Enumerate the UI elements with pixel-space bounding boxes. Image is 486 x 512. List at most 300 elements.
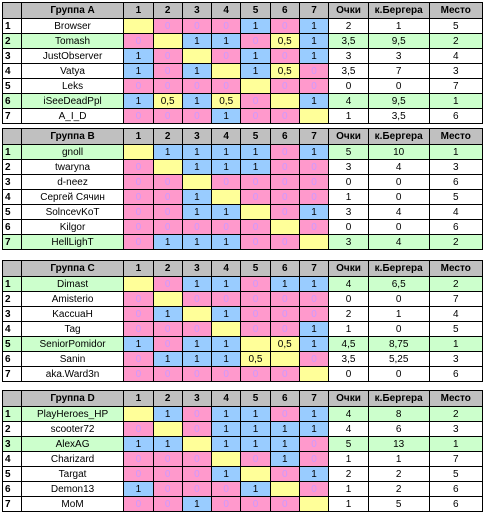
result-cell	[182, 307, 211, 322]
col-header: 5	[241, 129, 270, 145]
col-header: 1	[124, 3, 153, 19]
result-cell: 0	[241, 322, 270, 337]
berger-header: к.Бергера	[368, 3, 429, 19]
player-row	[3, 292, 483, 307]
player-row	[3, 352, 483, 367]
result-cell: 0	[124, 235, 153, 250]
result-cell	[153, 292, 182, 307]
points-header: Очки	[329, 391, 369, 407]
result-cell: 0	[124, 175, 153, 190]
place-value: 5	[429, 190, 482, 205]
result-cell: 0	[124, 307, 153, 322]
player-name: Leks	[21, 79, 123, 94]
result-cell: 1	[182, 64, 211, 79]
seed-number: 7	[3, 235, 22, 250]
points-value: 0	[329, 175, 369, 190]
place-value: 5	[429, 322, 482, 337]
points-value: 4	[329, 277, 369, 292]
player-name: twaryna	[21, 160, 123, 175]
seed-number: 3	[3, 175, 22, 190]
group-table	[2, 128, 483, 250]
result-cell	[212, 190, 241, 205]
player-row	[3, 497, 483, 512]
player-row	[3, 94, 483, 109]
group-table	[2, 2, 483, 124]
points-value: 3,5	[329, 352, 369, 367]
berger-value: 5,25	[368, 352, 429, 367]
player-name: AlexAG	[21, 437, 123, 452]
place-value: 3	[429, 352, 482, 367]
result-cell: 0	[299, 175, 328, 190]
result-cell: 0	[212, 220, 241, 235]
place-value: 1	[429, 437, 482, 452]
result-cell: 0	[299, 307, 328, 322]
result-cell: 0	[212, 175, 241, 190]
points-value: 4	[329, 94, 369, 109]
player-row	[3, 64, 483, 79]
result-cell: 0	[241, 497, 270, 512]
result-cell: 0	[153, 175, 182, 190]
points-value: 0	[329, 367, 369, 382]
col-header: 4	[212, 391, 241, 407]
berger-value: 0	[368, 220, 429, 235]
berger-header: к.Бергера	[368, 391, 429, 407]
group-title: Группа B	[21, 129, 123, 145]
result-cell: 1	[299, 205, 328, 220]
place-value: 6	[429, 482, 482, 497]
result-cell: 0,5	[241, 352, 270, 367]
result-cell: 0	[124, 79, 153, 94]
place-value: 7	[429, 79, 482, 94]
seed-number: 4	[3, 64, 22, 79]
result-cell: 0	[182, 422, 211, 437]
result-cell: 0	[124, 322, 153, 337]
result-cell: 0	[241, 307, 270, 322]
place-value: 2	[429, 235, 482, 250]
result-cell: 1	[153, 235, 182, 250]
result-cell: 1	[299, 337, 328, 352]
result-cell: 0	[124, 34, 153, 49]
points-value: 4,5	[329, 337, 369, 352]
berger-value: 0	[368, 175, 429, 190]
result-cell: 1	[124, 94, 153, 109]
result-cell: 0	[299, 79, 328, 94]
berger-value: 5	[368, 497, 429, 512]
result-cell: 1	[270, 422, 299, 437]
result-cell: 0	[182, 407, 211, 422]
result-cell: 0	[124, 467, 153, 482]
group-title: Группа C	[21, 261, 123, 277]
result-cell: 0	[299, 452, 328, 467]
group-title: Группа D	[21, 391, 123, 407]
seed-number: 7	[3, 109, 22, 124]
seed-number: 5	[3, 467, 22, 482]
player-row	[3, 422, 483, 437]
result-cell: 0	[270, 407, 299, 422]
result-cell: 0	[124, 205, 153, 220]
result-cell: 0	[124, 292, 153, 307]
col-header: 6	[270, 391, 299, 407]
result-cell	[270, 352, 299, 367]
result-cell	[124, 407, 153, 422]
group-header-row	[3, 391, 483, 407]
seed-number: 6	[3, 94, 22, 109]
result-cell: 1	[182, 497, 211, 512]
berger-value: 3,5	[368, 109, 429, 124]
result-cell: 1	[299, 467, 328, 482]
result-cell: 1	[182, 352, 211, 367]
result-cell: 1	[182, 277, 211, 292]
player-row	[3, 109, 483, 124]
result-cell: 0	[270, 367, 299, 382]
header-blank	[3, 391, 22, 407]
result-cell: 0	[241, 220, 270, 235]
result-cell: 0,5	[270, 64, 299, 79]
player-row	[3, 34, 483, 49]
points-value: 1	[329, 452, 369, 467]
berger-value: 2	[368, 467, 429, 482]
result-cell: 0	[299, 160, 328, 175]
result-cell: 1	[212, 467, 241, 482]
result-cell: 0	[182, 220, 211, 235]
seed-number: 6	[3, 220, 22, 235]
player-name: gnoll	[21, 145, 123, 160]
result-cell: 0	[153, 467, 182, 482]
points-value: 5	[329, 145, 369, 160]
result-cell: 0	[153, 64, 182, 79]
result-cell: 0	[270, 145, 299, 160]
seed-number: 1	[3, 277, 22, 292]
result-cell	[299, 497, 328, 512]
col-header: 2	[153, 261, 182, 277]
berger-value: 2	[368, 482, 429, 497]
result-cell: 0	[270, 109, 299, 124]
result-cell: 0	[241, 277, 270, 292]
berger-value: 0	[368, 292, 429, 307]
place-value: 7	[429, 292, 482, 307]
result-cell: 1	[241, 482, 270, 497]
result-cell: 1	[124, 337, 153, 352]
points-value: 2	[329, 307, 369, 322]
player-name: Dimast	[21, 277, 123, 292]
place-value: 7	[429, 452, 482, 467]
result-cell: 1	[212, 145, 241, 160]
result-cell: 0	[153, 220, 182, 235]
result-cell: 0	[299, 437, 328, 452]
points-value: 0	[329, 220, 369, 235]
seed-number: 5	[3, 79, 22, 94]
place-value: 2	[429, 277, 482, 292]
result-cell: 1	[241, 437, 270, 452]
place-value: 5	[429, 19, 482, 34]
result-cell: 1	[212, 337, 241, 352]
result-cell: 0	[270, 49, 299, 64]
player-name: aka.Ward3n	[21, 367, 123, 382]
player-name: Browser	[21, 19, 123, 34]
col-header: 4	[212, 3, 241, 19]
result-cell: 0	[212, 292, 241, 307]
result-cell: 0	[182, 452, 211, 467]
col-header: 5	[241, 391, 270, 407]
points-value: 4	[329, 407, 369, 422]
player-row	[3, 160, 483, 175]
berger-value: 1	[368, 19, 429, 34]
result-cell: 0	[270, 467, 299, 482]
seed-number: 5	[3, 205, 22, 220]
result-cell: 0	[182, 109, 211, 124]
berger-value: 10	[368, 145, 429, 160]
result-cell: 0	[153, 190, 182, 205]
result-cell: 0	[241, 190, 270, 205]
player-name: KaccuaH	[21, 307, 123, 322]
result-cell: 0	[124, 422, 153, 437]
group-header-row	[3, 3, 483, 19]
result-cell: 0	[299, 482, 328, 497]
player-row	[3, 190, 483, 205]
seed-number: 2	[3, 160, 22, 175]
points-value: 3	[329, 160, 369, 175]
col-header: 2	[153, 129, 182, 145]
result-cell: 1	[241, 49, 270, 64]
result-cell: 0	[241, 367, 270, 382]
player-name: Targat	[21, 467, 123, 482]
result-cell	[153, 160, 182, 175]
berger-value: 4	[368, 235, 429, 250]
place-value: 4	[429, 205, 482, 220]
seed-number: 4	[3, 452, 22, 467]
result-cell: 0	[241, 292, 270, 307]
place-header: Место	[429, 261, 482, 277]
player-name: A_I_D	[21, 109, 123, 124]
result-cell	[153, 422, 182, 437]
points-value: 1	[329, 497, 369, 512]
result-cell: 0	[299, 64, 328, 79]
result-cell: 0,5	[270, 337, 299, 352]
seed-number: 5	[3, 337, 22, 352]
player-row	[3, 337, 483, 352]
result-cell	[241, 467, 270, 482]
result-cell: 0	[153, 452, 182, 467]
result-cell: 0	[212, 482, 241, 497]
result-cell: 1	[241, 64, 270, 79]
result-cell: 0	[212, 367, 241, 382]
points-value: 1	[329, 482, 369, 497]
result-cell: 1	[212, 407, 241, 422]
points-value: 4	[329, 422, 369, 437]
result-cell: 0	[241, 175, 270, 190]
group-title: Группа A	[21, 3, 123, 19]
player-name: iSeeDeadPpl	[21, 94, 123, 109]
player-row	[3, 437, 483, 452]
points-header: Очки	[329, 3, 369, 19]
result-cell: 0	[182, 19, 211, 34]
player-row	[3, 19, 483, 34]
result-cell	[270, 220, 299, 235]
result-cell: 0	[299, 220, 328, 235]
place-value: 6	[429, 220, 482, 235]
place-value: 4	[429, 307, 482, 322]
result-cell: 0	[270, 175, 299, 190]
result-cell: 1	[182, 205, 211, 220]
player-name: Amisterio	[21, 292, 123, 307]
seed-number: 2	[3, 422, 22, 437]
result-cell: 1	[153, 437, 182, 452]
result-cell: 0	[153, 49, 182, 64]
result-cell	[299, 235, 328, 250]
place-value: 3	[429, 422, 482, 437]
result-cell	[270, 94, 299, 109]
player-row	[3, 482, 483, 497]
player-row	[3, 220, 483, 235]
header-blank	[3, 129, 22, 145]
group-table	[2, 260, 483, 382]
result-cell: 0	[124, 190, 153, 205]
result-cell: 1	[241, 422, 270, 437]
result-cell: 1	[182, 94, 211, 109]
result-cell	[212, 452, 241, 467]
points-value: 2	[329, 19, 369, 34]
result-cell: 0	[182, 292, 211, 307]
result-cell	[241, 79, 270, 94]
result-cell: 0	[182, 367, 211, 382]
player-name: Tag	[21, 322, 123, 337]
result-cell: 0	[270, 19, 299, 34]
result-cell: 0	[299, 190, 328, 205]
result-cell: 1	[270, 437, 299, 452]
player-name: Tomash	[21, 34, 123, 49]
result-cell: 1	[182, 235, 211, 250]
result-cell: 1	[212, 34, 241, 49]
result-cell: 1	[153, 145, 182, 160]
player-name: scooter72	[21, 422, 123, 437]
result-cell: 0	[182, 322, 211, 337]
result-cell: 1	[153, 407, 182, 422]
berger-value: 6,5	[368, 277, 429, 292]
result-cell: 1	[241, 145, 270, 160]
player-name: Charizard	[21, 452, 123, 467]
result-cell	[182, 49, 211, 64]
result-cell: 0	[241, 34, 270, 49]
col-header: 7	[299, 129, 328, 145]
seed-number: 1	[3, 145, 22, 160]
berger-value: 6	[368, 422, 429, 437]
berger-value: 0	[368, 190, 429, 205]
berger-value: 1	[368, 452, 429, 467]
result-cell: 0	[270, 190, 299, 205]
player-row	[3, 175, 483, 190]
player-name: d-neez	[21, 175, 123, 190]
result-cell: 0	[182, 467, 211, 482]
result-cell: 0	[153, 109, 182, 124]
result-cell: 1	[182, 34, 211, 49]
points-value: 3,5	[329, 64, 369, 79]
seed-number: 1	[3, 407, 22, 422]
berger-value: 0	[368, 79, 429, 94]
result-cell: 0	[212, 79, 241, 94]
seed-number: 2	[3, 34, 22, 49]
result-cell: 0	[153, 205, 182, 220]
col-header: 7	[299, 261, 328, 277]
player-name: HellLighT	[21, 235, 123, 250]
place-value: 4	[429, 49, 482, 64]
result-cell	[212, 322, 241, 337]
result-cell: 0	[182, 79, 211, 94]
berger-value: 9,5	[368, 94, 429, 109]
result-cell: 1	[270, 277, 299, 292]
points-value: 0	[329, 79, 369, 94]
result-cell: 1	[241, 19, 270, 34]
col-header: 5	[241, 261, 270, 277]
player-name: SeniorPomidor	[21, 337, 123, 352]
berger-value: 9,5	[368, 34, 429, 49]
result-cell: 1	[212, 277, 241, 292]
result-cell: 0	[124, 160, 153, 175]
result-cell: 0	[153, 367, 182, 382]
place-value: 1	[429, 145, 482, 160]
header-blank	[3, 261, 22, 277]
result-cell: 1	[212, 437, 241, 452]
result-cell: 0	[270, 307, 299, 322]
player-name: SolncevKoT	[21, 205, 123, 220]
seed-number: 2	[3, 292, 22, 307]
player-row	[3, 452, 483, 467]
result-cell: 1	[212, 422, 241, 437]
result-cell: 0	[153, 79, 182, 94]
seed-number: 6	[3, 482, 22, 497]
player-row	[3, 407, 483, 422]
result-cell: 1	[182, 145, 211, 160]
result-cell	[182, 175, 211, 190]
col-header: 1	[124, 129, 153, 145]
result-cell: 1	[212, 235, 241, 250]
seed-number: 7	[3, 497, 22, 512]
berger-value: 0	[368, 322, 429, 337]
result-cell: 1	[299, 34, 328, 49]
place-value: 5	[429, 467, 482, 482]
player-name: Vatya	[21, 64, 123, 79]
result-cell: 1	[299, 145, 328, 160]
player-row	[3, 307, 483, 322]
player-name: Kilgor	[21, 220, 123, 235]
col-header: 1	[124, 391, 153, 407]
berger-value: 13	[368, 437, 429, 452]
col-header: 3	[182, 3, 211, 19]
result-cell: 0	[153, 277, 182, 292]
result-cell: 0	[212, 49, 241, 64]
result-cell: 1	[124, 482, 153, 497]
place-value: 1	[429, 94, 482, 109]
points-value: 1	[329, 109, 369, 124]
result-cell	[270, 482, 299, 497]
seed-number: 3	[3, 49, 22, 64]
col-header: 4	[212, 129, 241, 145]
points-value: 3	[329, 49, 369, 64]
result-cell: 1	[299, 322, 328, 337]
result-cell	[153, 34, 182, 49]
result-cell: 0	[241, 109, 270, 124]
col-header: 7	[299, 391, 328, 407]
result-cell	[124, 277, 153, 292]
player-row	[3, 205, 483, 220]
result-cell	[124, 145, 153, 160]
result-cell: 0	[124, 220, 153, 235]
player-name: Demon13	[21, 482, 123, 497]
group-header-row	[3, 261, 483, 277]
player-name: MoM	[21, 497, 123, 512]
result-cell: 0	[153, 497, 182, 512]
result-cell: 0	[124, 352, 153, 367]
player-name: JustObserver	[21, 49, 123, 64]
